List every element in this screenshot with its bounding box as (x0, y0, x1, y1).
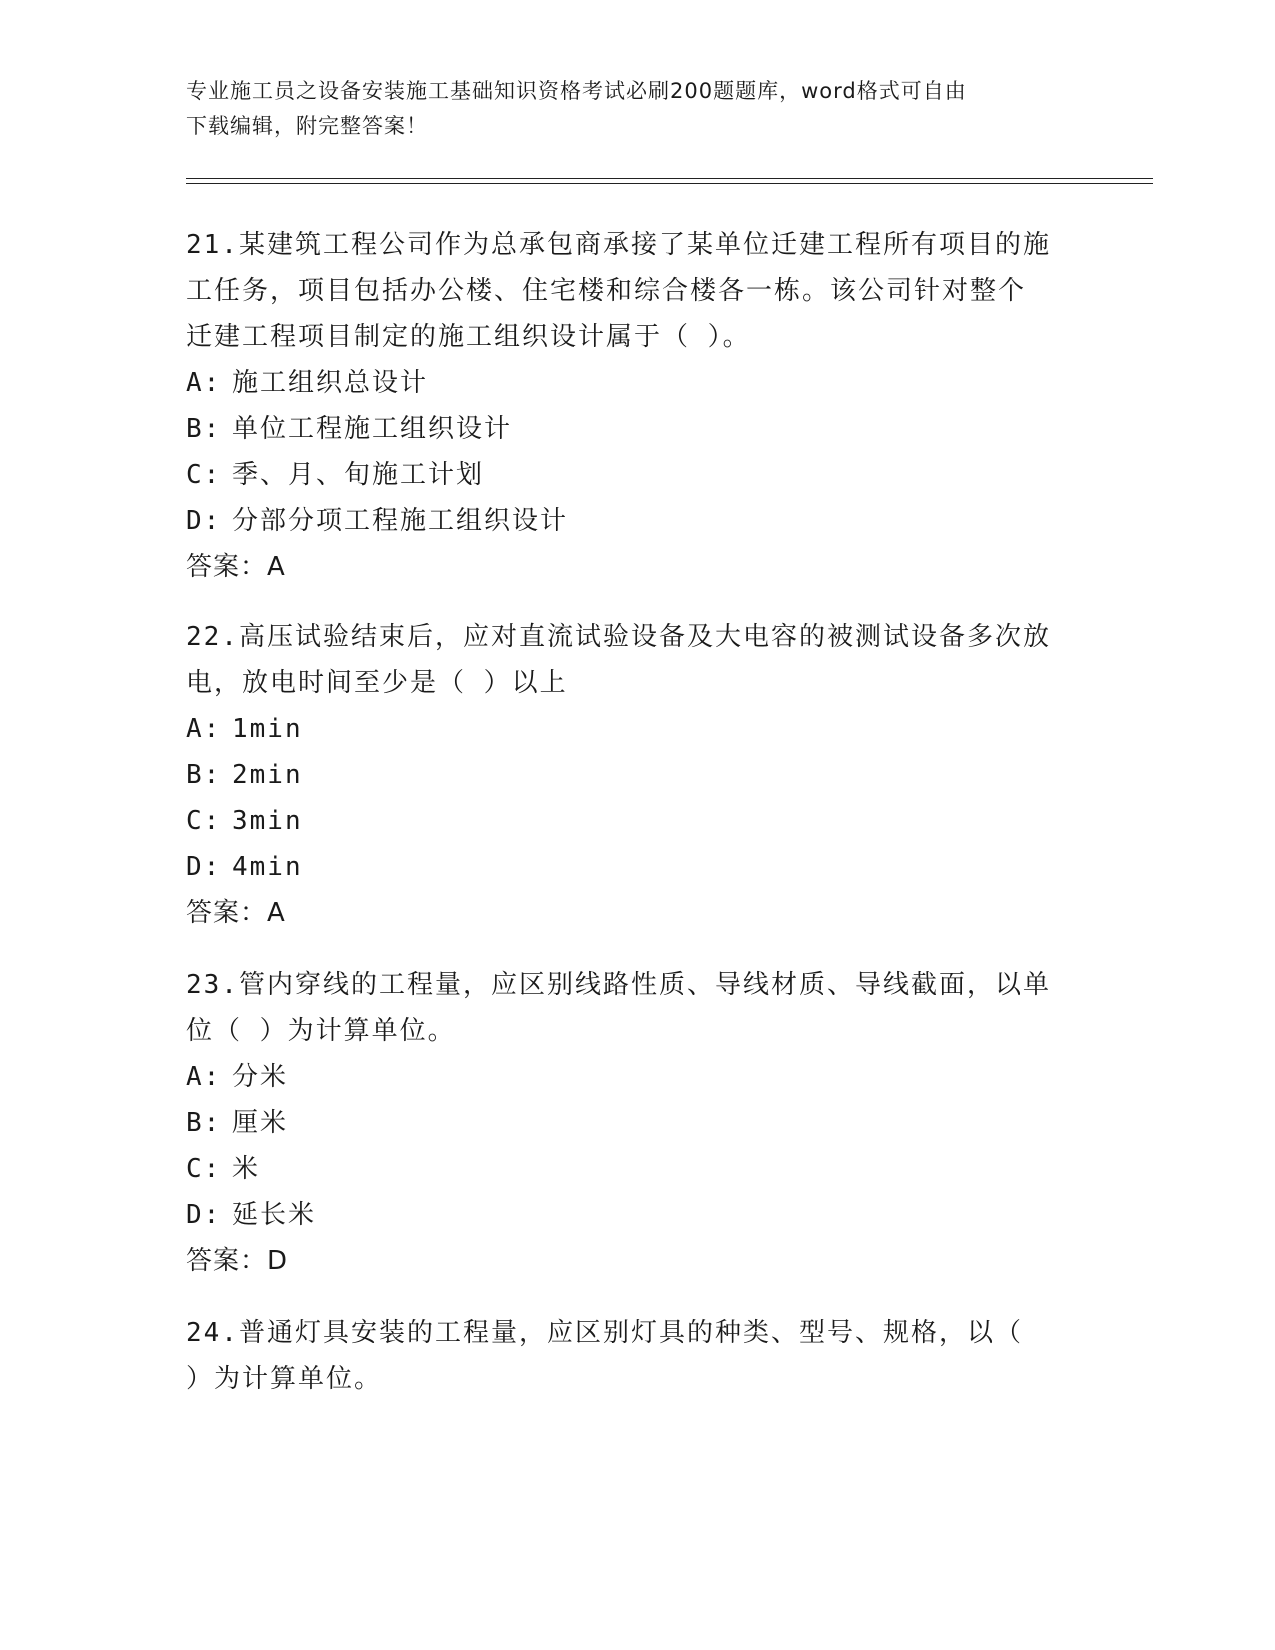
answer-line: 答案：A (186, 552, 286, 582)
question-24 (186, 1310, 1086, 1402)
option-key: A: (186, 714, 222, 744)
option-key: B: (186, 414, 222, 444)
question-text (186, 1310, 1086, 1402)
option-key: D: (186, 852, 222, 882)
option-d (186, 498, 1086, 544)
option-a (186, 1054, 1086, 1100)
option-key: A: (186, 368, 222, 398)
question-23 (186, 962, 1086, 1284)
document-header (186, 74, 1086, 144)
option-c (186, 452, 1086, 498)
option-key: B: (186, 760, 222, 790)
question-text (186, 614, 1086, 706)
question-text (186, 222, 1086, 360)
question-line: 21.某建筑工程公司作为总承包商承接了某单位迁建工程所有项目的施 (186, 230, 1051, 260)
option-d (186, 1192, 1086, 1238)
option-text: 4min (232, 852, 303, 882)
header-line-2: 下载编辑，附完整答案！ (186, 114, 428, 138)
question-line: ）为计算单位。 (186, 1364, 383, 1394)
option-a (186, 360, 1086, 406)
option-key: D: (186, 506, 222, 536)
question-line: 位（ ）为计算单位。 (186, 1016, 456, 1046)
option-text: 3min (232, 806, 303, 836)
question-21 (186, 222, 1086, 590)
question-line: 22.高压试验结束后，应对直流试验设备及大电容的被测试设备多次放 (186, 622, 1051, 652)
option-text: 2min (232, 760, 303, 790)
option-text: 厘米 (232, 1108, 289, 1138)
option-text: 分米 (232, 1062, 289, 1092)
option-c (186, 1146, 1086, 1192)
option-key: A: (186, 1062, 222, 1092)
option-d (186, 844, 1086, 890)
option-a (186, 706, 1086, 752)
option-text: 延长米 (232, 1200, 317, 1230)
question-text (186, 962, 1086, 1054)
option-key: D: (186, 1200, 222, 1230)
option-b (186, 1100, 1086, 1146)
option-key: C: (186, 806, 222, 836)
question-line: 工任务，项目包括办公楼、住宅楼和综合楼各一栋。该公司针对整个 (186, 276, 1027, 306)
option-b (186, 752, 1086, 798)
header-divider-bottom (186, 183, 1153, 184)
header-line-1: 专业施工员之设备安装施工基础知识资格考试必刷200题题库，word格式可自由 (186, 79, 967, 103)
option-c (186, 798, 1086, 844)
question-line: 23.管内穿线的工程量，应区别线路性质、导线材质、导线截面，以单 (186, 970, 1051, 1000)
option-text: 施工组织总设计 (232, 368, 429, 398)
header-divider-top (186, 178, 1153, 179)
option-text: 米 (232, 1154, 261, 1184)
option-b (186, 406, 1086, 452)
answer-line: 答案：A (186, 898, 286, 928)
answer-line: 答案：D (186, 1246, 289, 1276)
question-line: 电，放电时间至少是（ ）以上 (186, 668, 568, 698)
question-22 (186, 614, 1086, 936)
option-text: 1min (232, 714, 303, 744)
question-line: 迁建工程项目制定的施工组织设计属于（ ）。 (186, 322, 751, 352)
question-line: 24.普通灯具安装的工程量，应区别灯具的种类、型号、规格，以（ (186, 1318, 1023, 1348)
option-text: 分部分项工程施工组织设计 (232, 506, 569, 536)
option-key: B: (186, 1108, 222, 1138)
option-text: 季、月、旬施工计划 (232, 460, 485, 490)
option-key: C: (186, 1154, 222, 1184)
option-text: 单位工程施工组织设计 (232, 414, 513, 444)
option-key: C: (186, 460, 222, 490)
